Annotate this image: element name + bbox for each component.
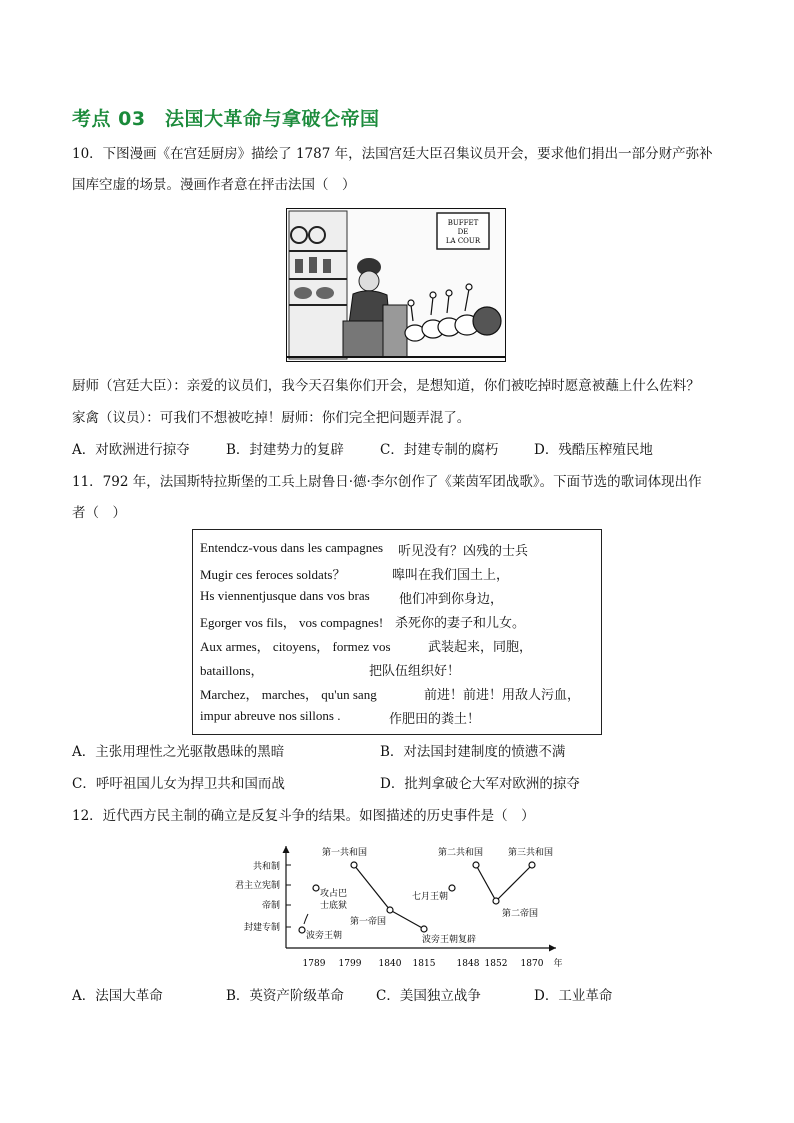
point-second-empire	[493, 898, 499, 904]
q10-dialogue-line1: 厨师（宫廷大臣）：亲爱的议员们，我今天召集你们开会，是想知道，你们被吃掉时愿意被蘸上什么佐料？	[72, 378, 700, 394]
q11-option-b[interactable]: B．对法国封建制度的愤懑不满	[380, 744, 566, 760]
bastille-tick-mark	[304, 914, 308, 924]
q10-option-d[interactable]: D．残酷压榨殖民地	[534, 442, 653, 458]
point-first-republic	[351, 862, 357, 868]
y-level-label: 帝制	[261, 901, 280, 911]
point-july-monarchy	[449, 885, 455, 891]
q10-stem-line1: 10．下图漫画《在宫廷厨房》描绘了 1787 年，法国宫廷大臣召集议员开会，要求他们捐出一部分财产弥补	[72, 146, 713, 162]
lyric-chinese: 前进！前进！用敌人污血，	[424, 688, 581, 703]
annotation-second-empire: 第二帝国	[502, 909, 539, 919]
section-title: 考点 03 法国大革命与拿破仑帝国	[72, 108, 380, 130]
x-tick-label: 1870	[520, 959, 544, 969]
lyric-french: Aux armes， citoyens， formez vos	[200, 639, 391, 654]
lyric-french: impur abreuve nos sillons .	[200, 708, 341, 723]
q12-option-a[interactable]: A．法国大革命	[72, 988, 163, 1004]
annotation-first-republic: 第一共和国	[322, 848, 368, 858]
q10-option-a[interactable]: A．对欧洲进行掠夺	[72, 442, 190, 458]
q10-stem-line2: 国库空虚的场景。漫画作者意在抨击法国（ ）	[72, 177, 356, 193]
x-unit-label: 年	[553, 959, 563, 969]
q12-option-b[interactable]: B．英资产阶级革命	[226, 988, 344, 1004]
x-tick-label: 1840	[378, 959, 402, 969]
regime-timeline-chart	[228, 840, 572, 975]
lyric-french: Hs viennentjusque dans vos bras	[200, 588, 370, 603]
q10-dialogue-line2: 家禽（议员）：可我们不想被吃掉！厨师：你们完全把问题弄混了。	[72, 410, 471, 426]
q11-stem-line2: 者（ ）	[72, 505, 126, 521]
point-third-republic	[529, 862, 535, 868]
annotation-bourbon: 波旁王朝	[306, 931, 343, 941]
cartoon-sign-text-1: BUFFET	[447, 219, 479, 227]
lyric-french: Entendcz-vous dans les campagnes	[200, 540, 384, 555]
lyric-chinese: 嗥叫在我们国土上，	[392, 568, 510, 583]
lyric-chinese: 杀死你的妻子和儿女。	[395, 616, 526, 631]
lyric-chinese: 把队伍组织好！	[369, 664, 461, 679]
point-restoration	[421, 926, 427, 932]
segment-second-empire-to-third-republic	[496, 865, 532, 901]
annotation-restoration: 波旁王朝复辟	[422, 935, 477, 945]
lyric-chinese: 武装起来，同胞，	[428, 640, 533, 655]
annotation-second-republic: 第二共和国	[438, 848, 484, 858]
point-bastille	[313, 885, 319, 891]
q11-option-c[interactable]: C．呼吁祖国儿女为捍卫共和国而战	[72, 776, 285, 792]
x-tick-label: 1848	[456, 959, 480, 969]
x-tick-label: 1852	[484, 959, 508, 969]
cartoon-illustration	[287, 209, 505, 361]
q11-option-d[interactable]: D．批判拿破仑大军对欧洲的掠夺	[380, 776, 580, 792]
annotation-third-republic: 第三共和国	[508, 848, 554, 858]
y-level-label: 君主立宪制	[234, 881, 280, 891]
lyric-french: Marchez， marches， qu'un sang	[200, 687, 377, 702]
annotation-bastille-2: 士底狱	[320, 901, 348, 911]
lyric-chinese: 作肥田的粪土！	[389, 712, 481, 727]
lyric-french: Mugir ces feroces soldats？	[200, 567, 346, 582]
q12-option-c[interactable]: C．美国独立战争	[376, 988, 481, 1004]
q10-option-c[interactable]: C．封建专制的腐朽	[380, 442, 499, 458]
point-second-republic	[473, 862, 479, 868]
x-tick-label: 1799	[338, 959, 362, 969]
annotation-first-empire: 第一帝国	[350, 917, 387, 927]
cartoon-sign-text-3: LA COUR	[445, 237, 481, 245]
lyric-french: bataillons，	[200, 663, 264, 678]
segment-second-republic-to-empire	[476, 865, 496, 901]
x-tick-label: 1789	[302, 959, 326, 969]
annotation-bastille: 攻占巴	[320, 889, 348, 899]
q12-option-d[interactable]: D．工业革命	[534, 988, 613, 1004]
segment-first-republic-to-empire	[354, 865, 390, 910]
lyrics-box	[192, 529, 602, 735]
q11-stem-line1: 11．792 年，法国斯特拉斯堡的工兵上尉鲁日·德·李尔创作了《莱茵军团战歌》。下面节选的歌词体现出作	[72, 474, 702, 490]
x-tick-label: 1815	[412, 959, 436, 969]
q11-option-a[interactable]: A．主张用理性之光驱散愚昧的黑暗	[72, 744, 285, 760]
y-level-label: 共和制	[252, 862, 280, 872]
lyric-chinese: 他们冲到你身边，	[399, 592, 504, 607]
y-level-label: 封建专制	[243, 923, 280, 933]
lyric-chinese: 听见没有？凶残的士兵	[398, 544, 529, 559]
cartoon-sign-text-2: DE	[457, 228, 469, 236]
cartoon-image	[286, 208, 506, 362]
segment-empire-to-restoration	[390, 910, 424, 929]
point-first-empire	[387, 907, 393, 913]
point-bourbon	[299, 927, 305, 933]
annotation-july-monarchy: 七月王朝	[412, 892, 449, 902]
q10-option-b[interactable]: B．封建势力的复辟	[226, 442, 344, 458]
q12-stem: 12．近代西方民主制的确立是反复斗争的结果。如图描述的历史事件是（ ）	[72, 808, 535, 824]
lyric-french: Egorger vos fils， vos compagnes!	[200, 615, 384, 630]
